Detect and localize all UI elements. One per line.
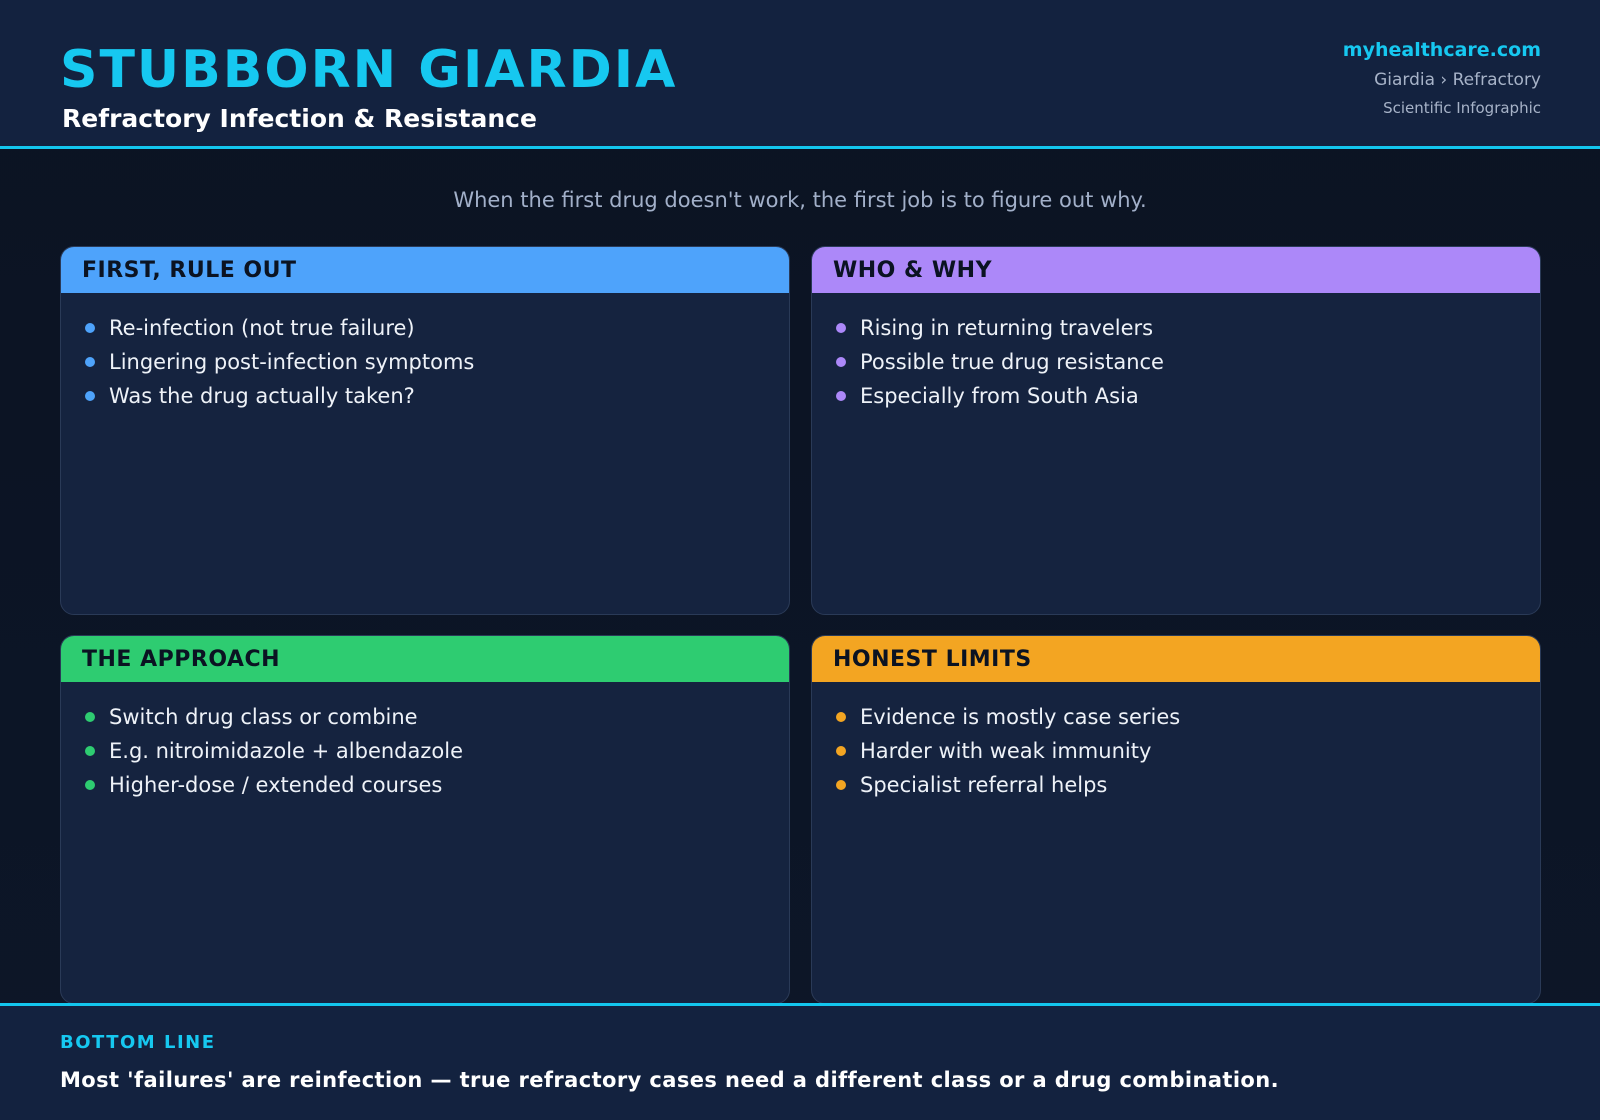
bullet-dot-icon: [836, 746, 846, 756]
list-item-text: Harder with weak immunity: [860, 739, 1152, 763]
footer-label: BOTTOM LINE: [60, 1032, 216, 1053]
page-subtitle: Refractory Infection & Resistance: [62, 104, 537, 133]
list-item: [85, 311, 789, 345]
list-item-text: Possible true drug resistance: [860, 350, 1164, 374]
list-item-text: Especially from South Asia: [860, 384, 1139, 408]
bullet-dot-icon: [836, 391, 846, 401]
list-item-text: E.g. nitroimidazole + albendazole: [109, 739, 464, 763]
bullet-list: [812, 682, 1540, 802]
bottom-line-footer: [0, 1003, 1600, 1120]
list-item: [836, 700, 1540, 734]
list-item-text: Specialist referral helps: [860, 773, 1108, 797]
list-item: [85, 379, 789, 413]
tagline: When the first drug doesn't work, the first job is to figure out why.: [453, 188, 1147, 212]
card-the-approach: [60, 635, 790, 1004]
list-item: [836, 311, 1540, 345]
list-item: [85, 700, 789, 734]
card-header: THE APPROACH: [61, 636, 789, 682]
card-who-and-why: [811, 246, 1541, 615]
card-first-rule-out: [60, 246, 790, 615]
list-item-text: Higher-dose / extended courses: [109, 773, 443, 797]
list-item: [836, 379, 1540, 413]
document-kind-label: Scientific Infographic: [1383, 99, 1541, 117]
bullet-list: [61, 682, 789, 802]
bullet-dot-icon: [836, 780, 846, 790]
list-item-text: Was the drug actually taken?: [109, 384, 415, 408]
bullet-dot-icon: [85, 391, 95, 401]
list-item: [836, 768, 1540, 802]
bullet-dot-icon: [85, 780, 95, 790]
bullet-list: [812, 293, 1540, 413]
card-header: WHO & WHY: [812, 247, 1540, 293]
card-honest-limits: [811, 635, 1541, 1004]
list-item-text: Evidence is mostly case series: [860, 705, 1181, 729]
list-item: [836, 734, 1540, 768]
footer-summary: Most 'failures' are reinfection — true refractory cases need a different class or a drug combination.: [60, 1068, 1279, 1092]
list-item-text: Re-infection (not true failure): [109, 316, 415, 340]
bullet-dot-icon: [85, 746, 95, 756]
bullet-dot-icon: [836, 323, 846, 333]
breadcrumb: Giardia › Refractory: [1374, 70, 1541, 90]
card-header: HONEST LIMITS: [812, 636, 1540, 682]
list-item: [85, 734, 789, 768]
list-item-text: Rising in returning travelers: [860, 316, 1154, 340]
header: [0, 0, 1600, 149]
list-item-text: Lingering post-infection symptoms: [109, 350, 475, 374]
list-item-text: Switch drug class or combine: [109, 705, 418, 729]
bullet-dot-icon: [836, 357, 846, 367]
list-item: [85, 768, 789, 802]
list-item: [85, 345, 789, 379]
bullet-dot-icon: [85, 712, 95, 722]
list-item: [836, 345, 1540, 379]
bullet-dot-icon: [836, 712, 846, 722]
bullet-dot-icon: [85, 323, 95, 333]
card-header: FIRST, RULE OUT: [61, 247, 789, 293]
brand-link[interactable]: myhealthcare.com: [1342, 39, 1541, 61]
page-title: STUBBORN GIARDIA: [60, 40, 678, 100]
bullet-dot-icon: [85, 357, 95, 367]
bullet-list: [61, 293, 789, 413]
